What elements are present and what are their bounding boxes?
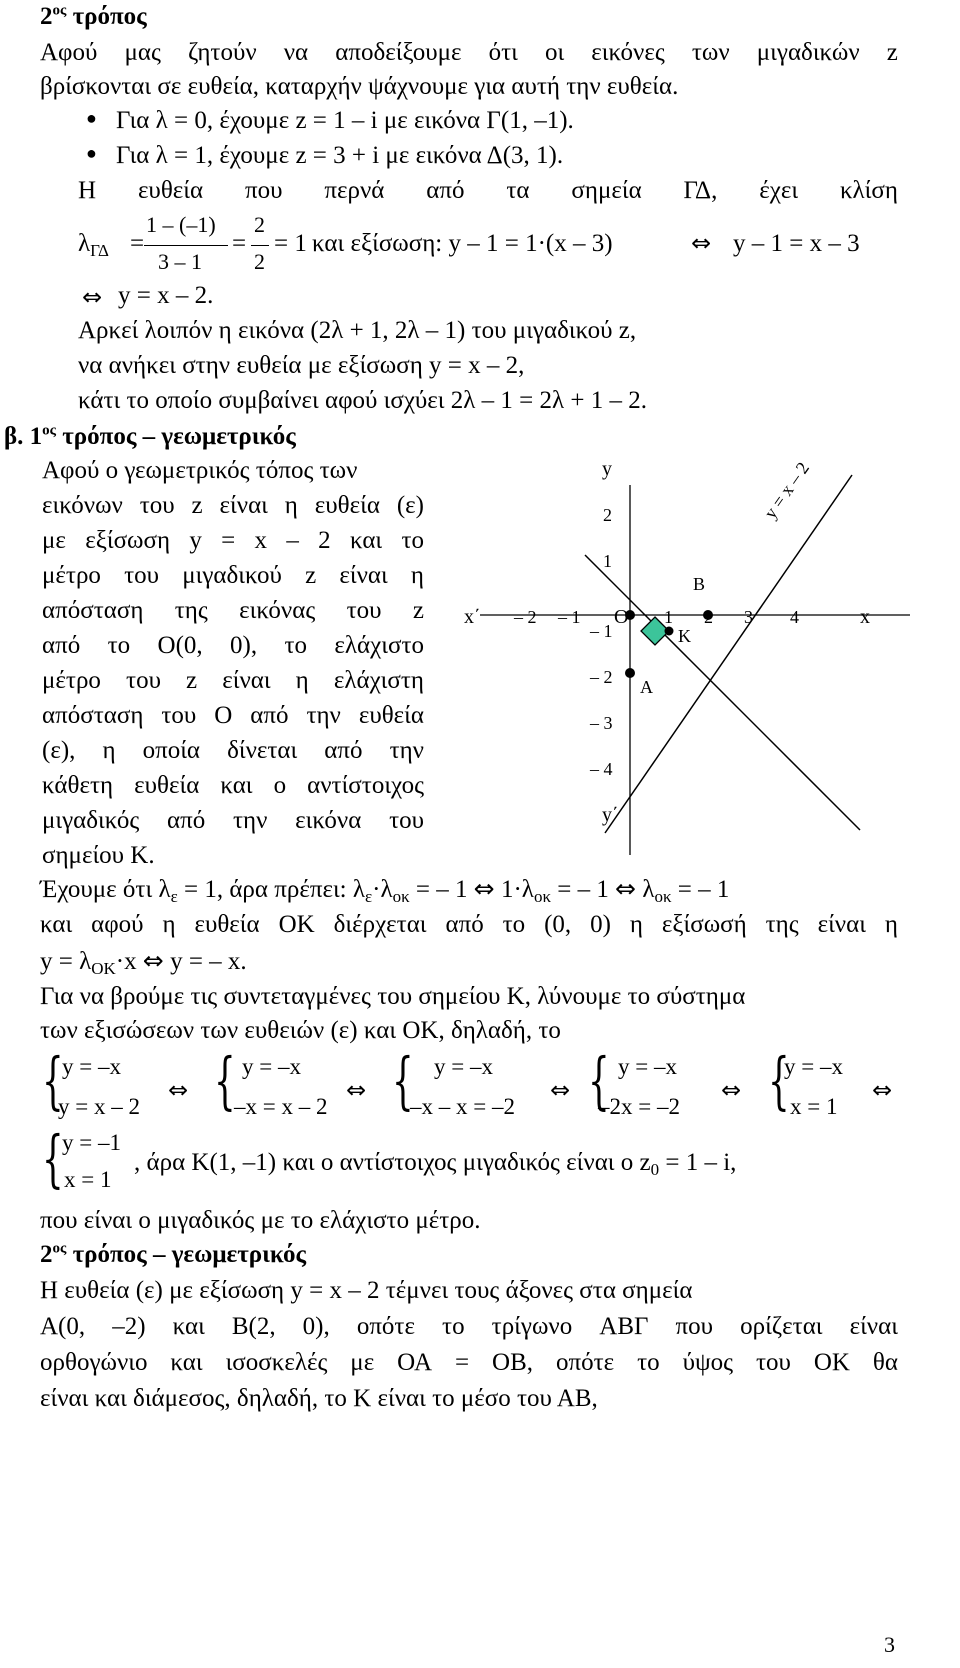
brace-icon: { xyxy=(42,1044,64,1117)
page-number: 3 xyxy=(884,1632,895,1657)
x-tick: 4 xyxy=(790,607,799,627)
method-2-line-3: ορθογώνιο και ισοσκελές με ΟΑ = ΟΒ, οπότε το ύψος του ΟΚ θα xyxy=(40,1349,898,1376)
x-tick: 2 xyxy=(704,607,713,627)
section-heading-method-2: $2^{o\varsigma}$ τρόπος xyxy=(40,2,147,30)
fraction-1-bar xyxy=(144,245,228,246)
brace-icon: { xyxy=(42,1122,64,1195)
iff-icon: ⇔ xyxy=(615,874,637,903)
bullet-dot-icon: ● xyxy=(86,108,97,128)
method-2-line-4: είναι και διάμεσος, δηλαδή, το Κ είναι το μέσο του ΑΒ, xyxy=(40,1385,598,1412)
intro-line-1: Αφού μας ζητούν να αποδείξουμε ότι οι εικόνες των μιγαδικών z xyxy=(40,39,898,66)
brace-icon: { xyxy=(214,1044,236,1117)
iff-icon: ⇔ xyxy=(346,1076,367,1104)
point-k-dot xyxy=(665,627,674,636)
x-tick: – 1 xyxy=(558,607,581,627)
point-b-label: B xyxy=(693,574,706,594)
y-axis-label: y xyxy=(602,458,612,480)
coordinate-figure xyxy=(440,455,920,875)
origin-label: O xyxy=(614,606,629,628)
iff-icon: ⇔ xyxy=(142,946,164,975)
section-heading-method-2-geometric: $2^{o\varsigma}$ τρόπος – γεωμετρικός xyxy=(40,1240,307,1268)
fraction-1-numerator: 1 – (–1) xyxy=(146,212,216,237)
iff-icon: ⇔ xyxy=(82,283,103,311)
brace-icon: { xyxy=(768,1044,790,1117)
x-tick: – 2 xyxy=(514,607,537,627)
perpendicular-slope-line: Έχουμε ότι $\lambda_\varepsilon = 1$, άρα πρέπει: $\lambda_\varepsilon\cdot\lambda_{o\kappa}$ = – 1 ⇔ $1\cdot\lambda_{o\kappa}$ = – 1 ⇔ $\lambda_{o\kappa}$ = – 1 xyxy=(40,874,730,906)
system-intro-1: Για να βρούμε τις συντεταγμένες του σημείου K, λύνουμε το σύστημα xyxy=(40,983,746,1010)
y-neg-label: y΄ xyxy=(602,804,619,826)
point-a-label: A xyxy=(640,677,653,697)
y-tick: – 1 xyxy=(590,621,613,641)
iff-icon: ⇔ xyxy=(691,229,712,257)
fraction-2-bar xyxy=(251,245,269,246)
y-tick: – 2 xyxy=(590,667,613,687)
final-answer-line-2: που είναι ο μιγαδικός με το ελάχιστο μέτρο. xyxy=(40,1207,481,1234)
bullet-dot-icon: ● xyxy=(86,143,97,163)
bullet-lambda-1: Για λ = 1, έχουμε z = 3 + i με εικόνα Δ(3, 1). xyxy=(116,142,564,169)
iff-icon: ⇔ xyxy=(872,1076,893,1104)
brace-icon: { xyxy=(588,1044,610,1117)
section-heading-b-method-1: β. $1^{o\varsigma}$ τρόπος – γεωμετρικός xyxy=(4,422,296,450)
slope-lambda: $\lambda_{\Gamma\Delta}$ xyxy=(78,230,109,260)
fraction-2-numerator: 2 xyxy=(254,212,265,237)
ok-line-intro: και αφού η ευθεία OK διέρχεται από το (0, 0) η εξίσωσή της είναι η xyxy=(40,911,898,938)
line-equation: y = x – 2. xyxy=(118,282,214,309)
conclusion-line-3: κάτι το οποίο συμβαίνει αφού ισχύει 2λ – 1 = 2λ + 1 – 2. xyxy=(78,387,647,414)
conclusion-line-1: Αρκεί λοιπόν η εικόνα (2λ + 1, 2λ – 1) του μιγαδικού z, xyxy=(78,317,637,344)
slope-intro-line: Η ευθεία που περνά από τα σημεία ΓΔ, έχει κλίση xyxy=(78,177,898,204)
line-epsilon-label: y = x – 2 xyxy=(759,458,814,523)
x-axis-label: x xyxy=(860,606,870,628)
conclusion-line-2: να ανήκει στην ευθεία με εξίσωση y = x – 2, xyxy=(78,352,525,379)
x-tick: 1 xyxy=(664,607,673,627)
y-tick: – 4 xyxy=(590,759,613,779)
fraction-2-denominator: 2 xyxy=(254,249,265,274)
point-k-label: K xyxy=(678,626,691,646)
method-2-line-2: Α(0, –2) και Β(2, 0), οπότε το τρίγωνο ΑΒΓ που ορίζεται είναι xyxy=(40,1313,898,1340)
x-tick: 3 xyxy=(744,607,753,627)
iff-icon: ⇔ xyxy=(473,874,495,903)
iff-icon: ⇔ xyxy=(168,1076,189,1104)
bullet-lambda-0: Για λ = 0, έχουμε z = 1 – i με εικόνα Γ(1, –1). xyxy=(116,107,574,134)
point-a-dot xyxy=(625,668,635,678)
y-tick: 2 xyxy=(603,505,612,525)
system-intro-2: των εξισώσεων των ευθειών (ε) και OK, δηλαδή, το xyxy=(40,1017,561,1044)
ok-line-equation: $y = \lambda_{OK}\cdot x$ ⇔ y = – x. xyxy=(40,946,247,978)
fraction-1-denominator: 3 – 1 xyxy=(158,249,202,274)
iff-icon: ⇔ xyxy=(550,1076,571,1104)
line-ok xyxy=(585,555,860,830)
y-tick: 1 xyxy=(603,551,612,571)
intro-line-2: βρίσκονται σε ευθεία, καταρχήν ψάχνουμε για αυτή την ευθεία. xyxy=(40,73,679,100)
method-2-line-1: Η ευθεία (ε) με εξίσωση y = x – 2 τέμνει τους άξονες στα σημεία xyxy=(40,1277,693,1304)
brace-icon: { xyxy=(392,1044,414,1117)
final-answer: , άρα K(1, –1) και ο αντίστοιχος μιγαδικός είναι ο $z_0 = 1 - i$, xyxy=(134,1149,737,1179)
iff-icon: ⇔ xyxy=(721,1076,742,1104)
line-epsilon xyxy=(605,475,852,833)
y-tick: – 3 xyxy=(590,713,613,733)
x-neg-label: x΄ xyxy=(464,606,481,628)
